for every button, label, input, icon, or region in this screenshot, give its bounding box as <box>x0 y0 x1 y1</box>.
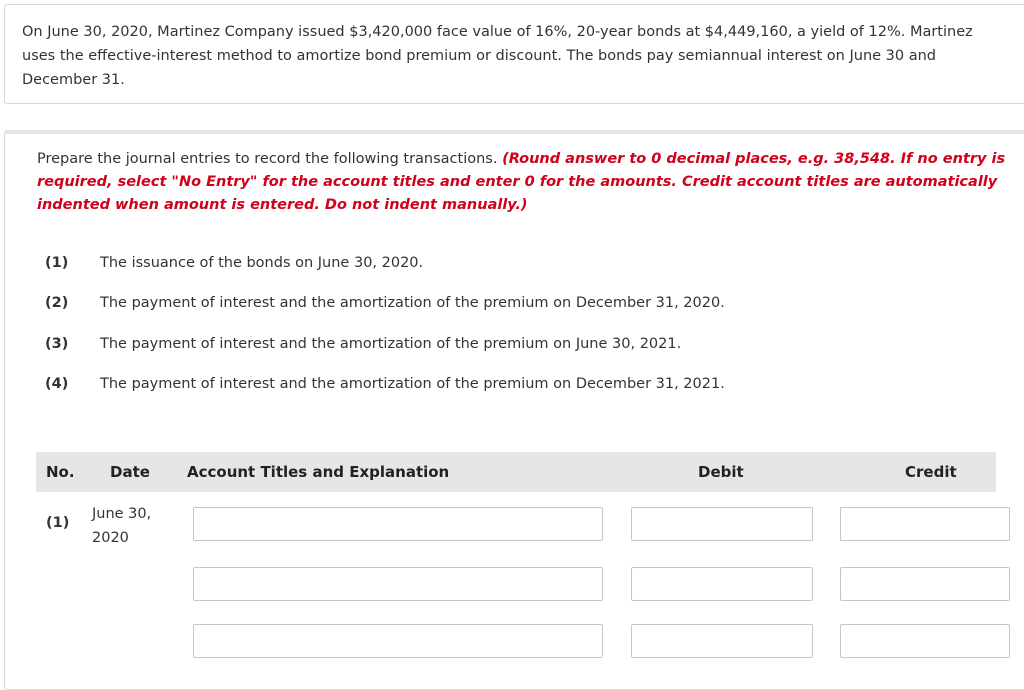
header-no: No. <box>46 463 75 481</box>
entry-date: June 30, 2020 <box>92 506 152 546</box>
instructions-text: Prepare the journal entries to record the following transactions. <box>37 151 503 167</box>
task-number: (2) <box>45 295 69 311</box>
header-credit: Credit <box>905 463 957 481</box>
problem-statement-text: On June 30, 2020, Martinez Company issued $3,420,000 face value of 16%, 20-year bonds at $4,449,160, a yield of 12%. Martinez uses the effective-interest method to amortize bond premium or discount. The bonds pay semiannual interest on June 30 and December 31. <box>22 24 973 88</box>
task-text: The payment of interest and the amortization of the premium on June 30, 2021. <box>100 336 682 352</box>
account-title-input[interactable] <box>193 624 603 658</box>
instructions <box>37 148 1012 217</box>
header-account-titles: Account Titles and Explanation <box>187 463 450 481</box>
task-text: The payment of interest and the amortization of the premium on December 31, 2021. <box>100 376 725 392</box>
task-text: The payment of interest and the amortization of the premium on December 31, 2020. <box>100 295 725 311</box>
debit-input[interactable] <box>631 624 813 658</box>
debit-input[interactable] <box>631 567 813 601</box>
debit-input[interactable] <box>631 507 813 541</box>
header-date: Date <box>110 463 150 481</box>
credit-input[interactable] <box>840 567 1010 601</box>
entry-number: (1) <box>46 515 70 531</box>
account-title-input[interactable] <box>193 567 603 601</box>
account-title-input[interactable] <box>193 507 603 541</box>
task-text: The issuance of the bonds on June 30, 2020. <box>100 255 424 271</box>
credit-input[interactable] <box>840 507 1010 541</box>
task-number: (4) <box>45 376 69 392</box>
journal-table-header <box>36 452 996 492</box>
task-number: (3) <box>45 336 69 352</box>
instructions-note: (Round answer to 0 decimal places, e.g. 38,548. If no entry is required, select "No Entry" for the account titles and enter 0 for the amounts. Credit account titles are automatically indented when amount is entered. Do not indent manually.) <box>37 151 1006 213</box>
credit-input[interactable] <box>840 624 1010 658</box>
header-debit: Debit <box>698 463 744 481</box>
task-number: (1) <box>45 255 69 271</box>
